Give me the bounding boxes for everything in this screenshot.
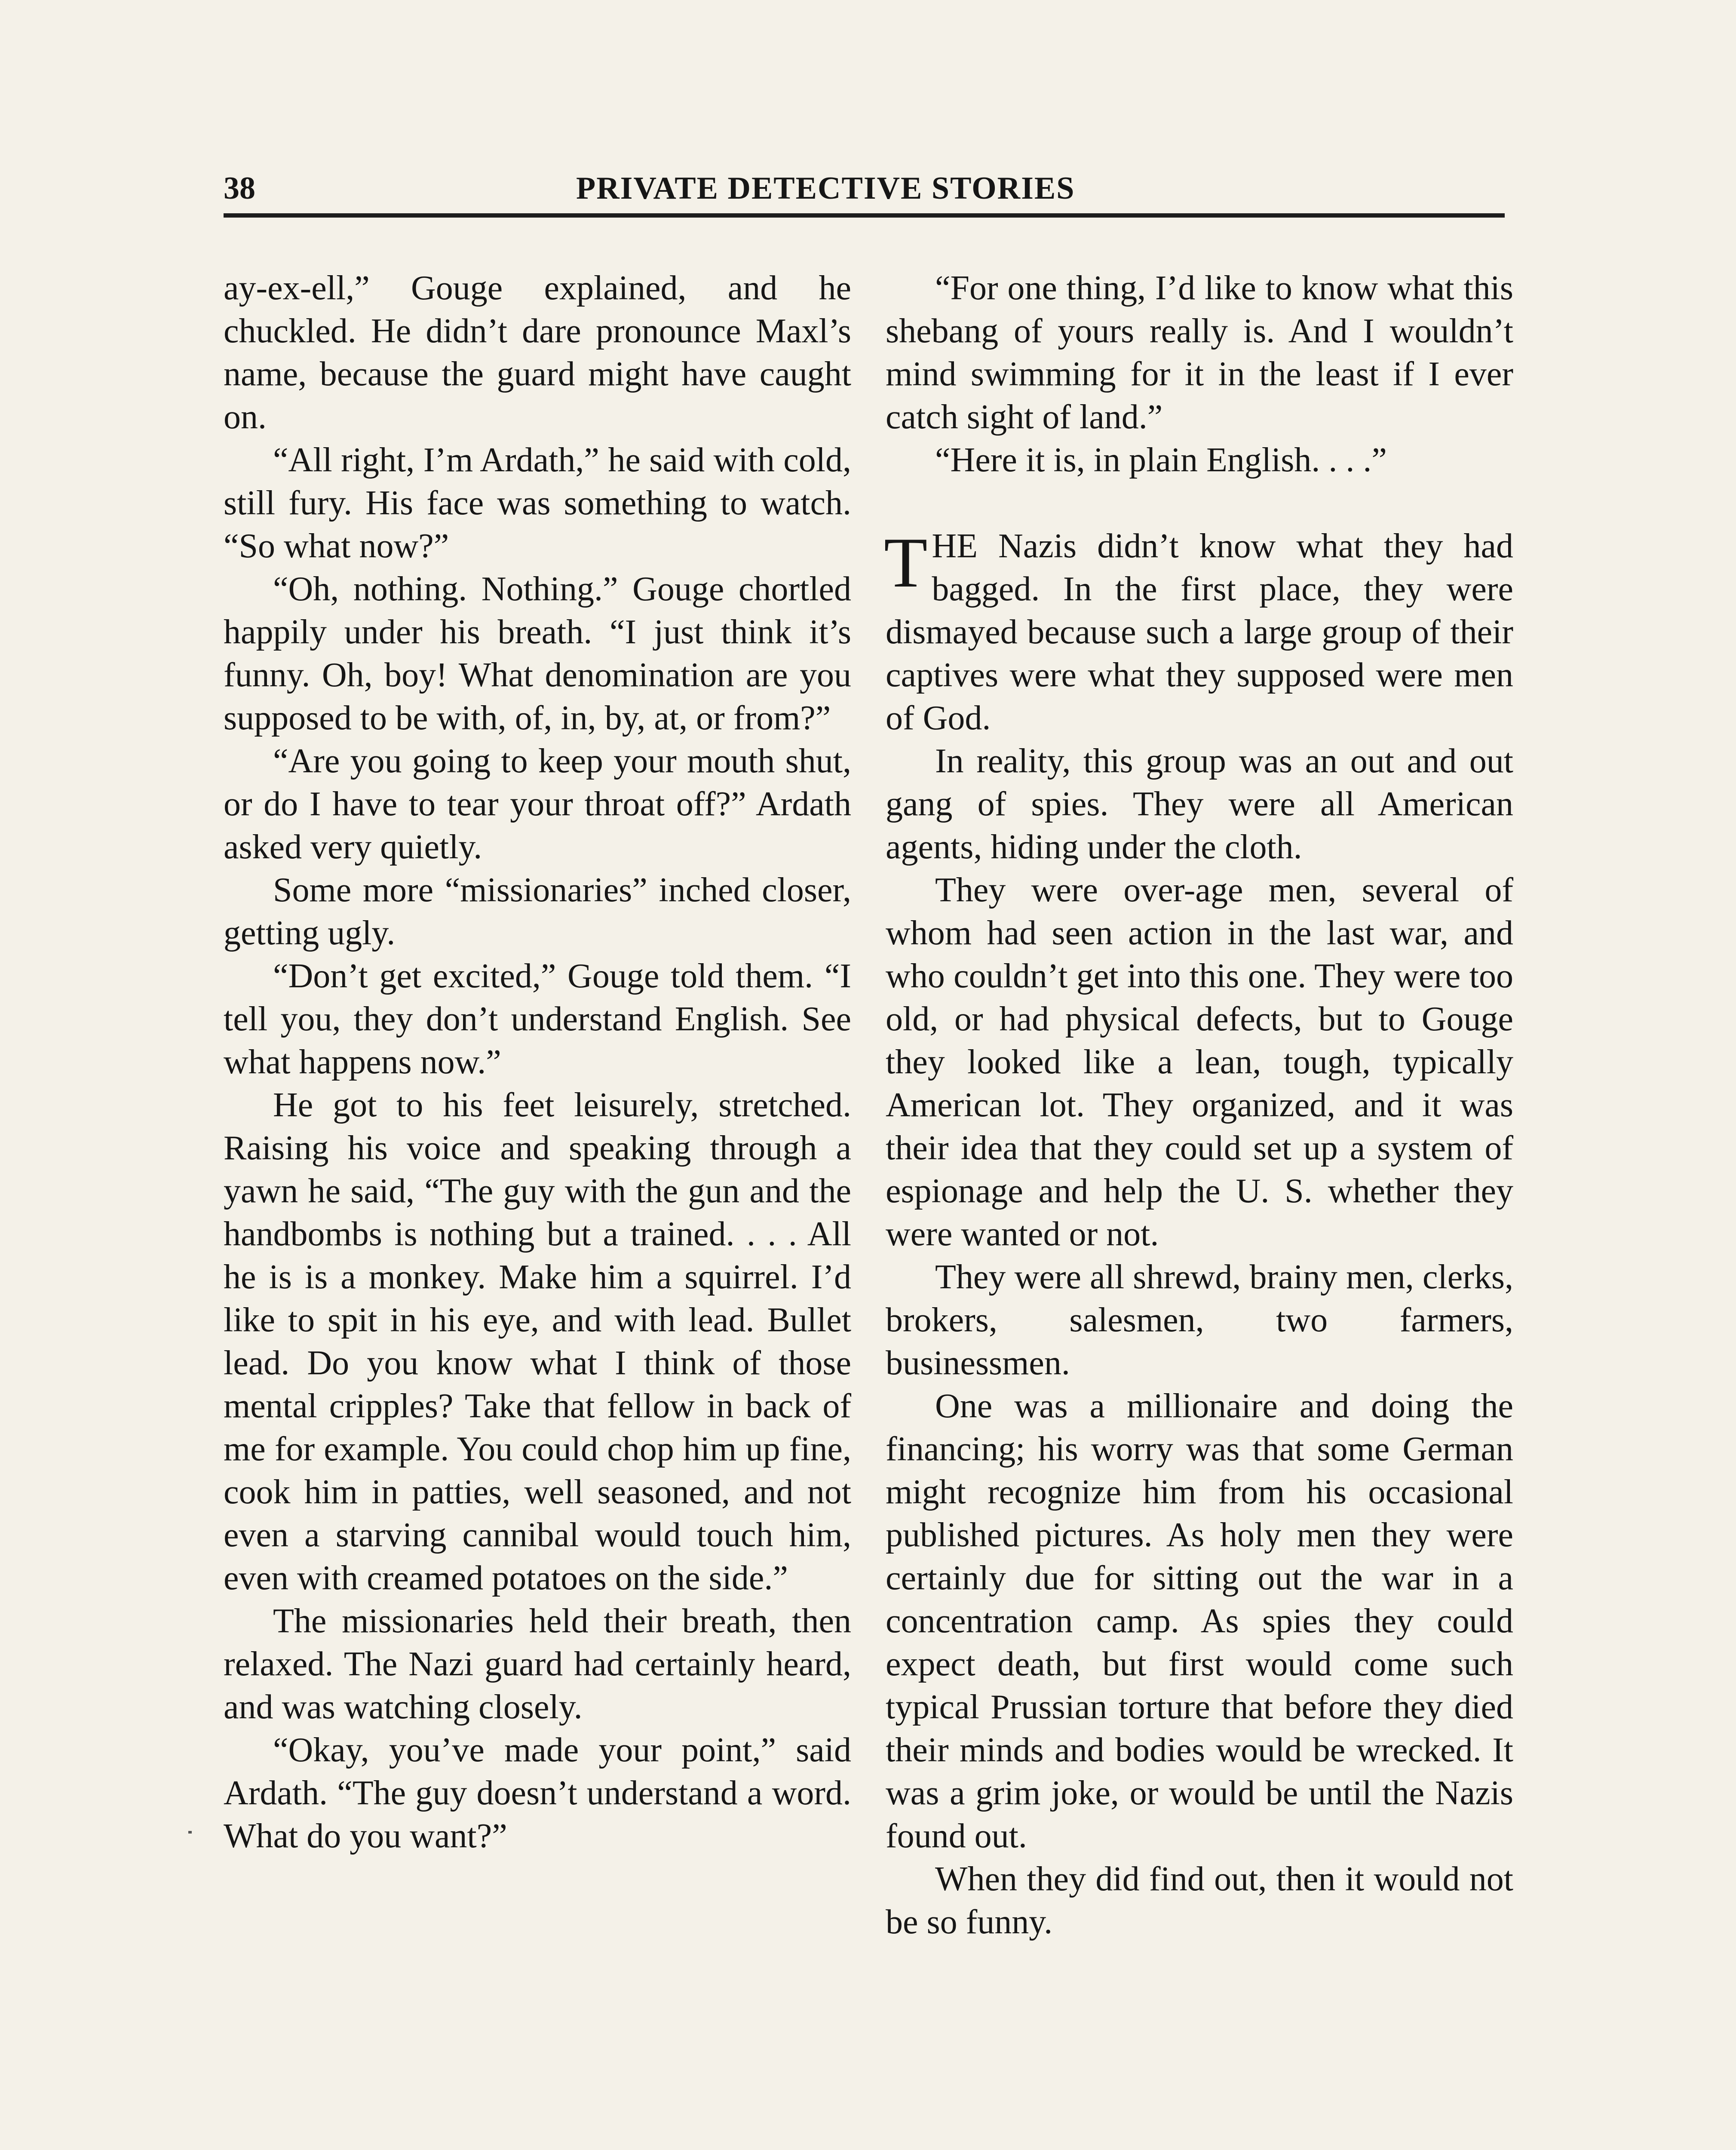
paragraph: The missionaries held their breath, then relaxed. The Nazi guard had certainly heard, and was watching closely. <box>224 1602 851 1726</box>
paragraph: He got to his feet leisurely, stretched. Raising his voice and speaking through a yawn he said, “The guy with the gun and the handbombs is nothing but a trained. . . . All he is is a monkey. Make him a squirrel. I’d like to spit in his eye, and with lead. Bullet lead. Do you know what I think of those mental cripples? Take that fellow in back of me for example. You could chop him up fine, cook him in patties, well seasoned, and not even a starving cannibal would touch him, even with creamed potatoes on the side.” <box>224 1086 851 1597</box>
running-title: PRIVATE DETECTIVE STORIES <box>576 171 1075 206</box>
paragraph: They were all shrewd, brainy men, clerks, brokers, salesmen, two farmers, businessmen. <box>886 1258 1513 1382</box>
print-speck <box>188 1831 192 1834</box>
paragraph: “Oh, nothing. Nothing.” Gouge chortled happily under his breath. “I just think it’s funny. Oh, boy! What denomination are you supposed to be with, of, in, by, at, or from?” <box>224 570 851 737</box>
header-rule <box>224 213 1505 218</box>
paragraph: One was a millionaire and doing the financing; his worry was that some German might recognize him from his occasional published pictures. As holy men they were certainly due for sitting out the war in a concentration camp. As spies they could expect death, but first would come such typical Prussian torture that before they died their minds and bodies would be wrecked. It was a grim joke, or would be until the Nazis found out. <box>886 1387 1513 1855</box>
section-opening-text: HE Nazis didn’t know what they had bagged. In the first place, they were dismayed because such a large group of their captives were what they supposed were men of God. <box>886 527 1513 737</box>
paragraph: “For one thing, I’d like to know what this shebang of yours really is. And I wouldn’t mind swimming for it in the least if I ever catch sight of land.” <box>886 269 1513 436</box>
section-opening-paragraph <box>886 525 1513 740</box>
page-number: 38 <box>224 171 255 206</box>
paragraph: “Okay, you’ve made your point,” said Ardath. “The guy doesn’t understand a word. What do you want?” <box>224 1731 851 1855</box>
paragraph: When they did find out, then it would not be so funny. <box>886 1860 1513 1941</box>
drop-cap: T <box>884 523 928 602</box>
paragraph: In reality, this group was an out and out gang of spies. They were all American agents, hiding under the cloth. <box>886 742 1513 866</box>
paragraph: “Don’t get excited,” Gouge told them. “I tell you, they don’t understand English. See what happens now.” <box>224 957 851 1081</box>
paragraph: They were over-age men, several of whom had seen action in the last war, and who couldn’t get into this one. They were too old, or had physical defects, but to Gouge they looked like a lean, tough, typically American lot. They organized, and it was their idea that they could set up a system of espionage and help the U. S. whether they were wanted or not. <box>886 871 1513 1253</box>
paragraph: “Are you going to keep your mouth shut, or do I have to tear your throat off?” Ardath asked very quietly. <box>224 742 851 866</box>
paragraph: Some more “missionaries” inched closer, getting ugly. <box>224 871 851 952</box>
left-column <box>224 267 851 1858</box>
paragraph: “All right, I’m Ardath,” he said with cold, still fury. His face was something to watch. “So what now?” <box>224 441 851 565</box>
right-column <box>886 267 1513 1944</box>
page-header <box>224 170 1500 209</box>
paragraph: ay-ex-ell,” Gouge explained, and he chuckled. He didn’t dare pronounce Maxl’s name, because the guard might have caught on. <box>224 269 851 436</box>
paragraph: “Here it is, in plain English. . . .” <box>935 441 1387 479</box>
